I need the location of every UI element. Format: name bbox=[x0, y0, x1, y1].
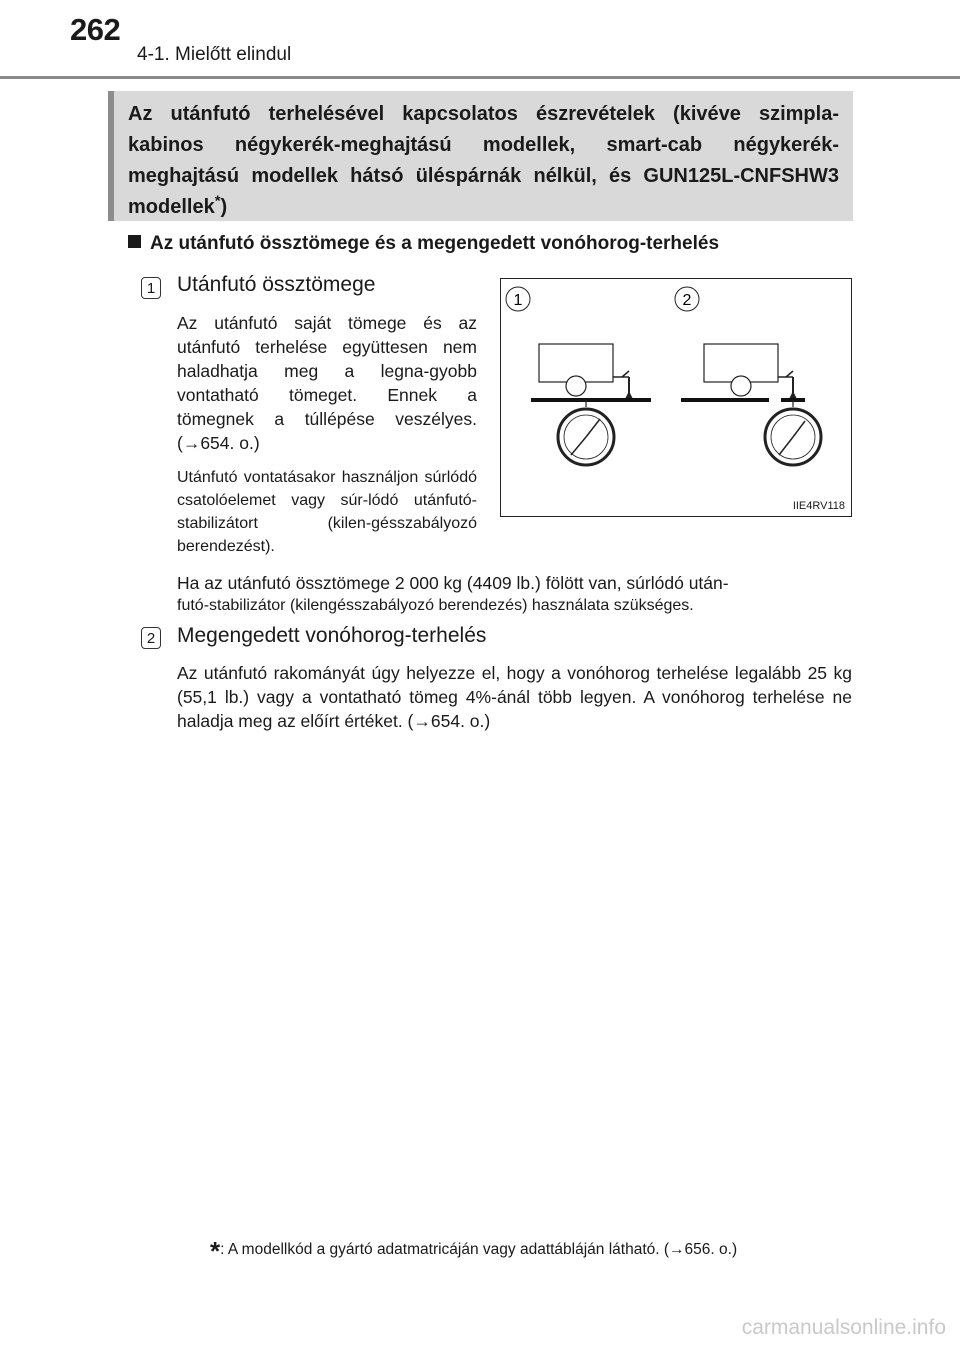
section-heading bbox=[128, 233, 719, 255]
section-heading-text: Az utánfutó össztömege és a megengedett vonóhorog-terhelés bbox=[150, 233, 720, 254]
page-number: 262 bbox=[70, 12, 121, 47]
item1-paragraph: Az utánfutó saját tömege és az utánfutó terhelése együttesen nem haladhatja meg a legna-gyobb vontatható tömeget. Ennek a tömegnek a túllépése veszélyes. (→654. o.) bbox=[177, 313, 477, 453]
footnote-text: : A modellkód a gyártó adatmatricáján vagy adattábláján látható. (→656. o.) bbox=[220, 1241, 738, 1258]
figure-label-2-text: 2 bbox=[682, 292, 692, 309]
square-bullet-icon bbox=[128, 235, 141, 248]
item2-badge: 2 bbox=[141, 627, 161, 649]
item1-extra-line2: futó-stabilizátor (kilengésszabályozó berendezés) használata szükséges. bbox=[177, 597, 694, 614]
title-box bbox=[108, 91, 853, 221]
footnote-asterisk: * bbox=[210, 1236, 221, 1266]
title-main: Az utánfutó terhelésével kapcsolatos észrevételek (kivéve szimpla-kabinos négykerék-meghajtású modellek, smart-cab négykerék-meghajtású modellek hátsó üléspárnák nélkül, és GUN125L-CNFSHW3 modellek bbox=[128, 103, 839, 218]
figure-code: IIE4RV118 bbox=[792, 500, 845, 512]
chapter-title: 4-1. Mielőtt elindul bbox=[137, 44, 292, 65]
item1-badge: 1 bbox=[141, 277, 161, 299]
item1-extra-line1: Ha az utánfutó össztömege 2 000 kg (4409 lb.) fölött van, súrlódó után- bbox=[177, 573, 729, 593]
figure-label-2 bbox=[675, 287, 699, 311]
title-suffix: ) bbox=[220, 196, 228, 218]
trailer-load-figure bbox=[500, 278, 852, 517]
title-asterisk: * bbox=[214, 192, 221, 210]
item2-paragraph: Az utánfutó rakományát úgy helyezze el, hogy a vonóhorog terhelése legalább 25 kg (55,1 lb.) vagy a vontatható tömeg 4%-ánál több legyen. A vonóhorog terhelése ne haladja meg az előírt értéket. (→654. o.) bbox=[177, 663, 852, 731]
item1-note: Utánfutó vontatásakor használjon súrlódó csatolóelemet vagy súr-lódó utánfutó-stabilizátort (kilen-gésszabályozó berendezést). bbox=[177, 469, 477, 555]
trailer-right bbox=[681, 344, 821, 465]
item1-title: Utánfutó össztömege bbox=[177, 273, 376, 296]
figure-label-1-text: 1 bbox=[513, 292, 523, 309]
footnote bbox=[210, 1236, 737, 1267]
trailer-left bbox=[531, 344, 651, 465]
header-rule bbox=[0, 76, 960, 79]
figure-label-1 bbox=[506, 287, 530, 311]
trailer-scale-diagram bbox=[501, 279, 851, 516]
item2-title: Megengedett vonóhorog-terhelés bbox=[177, 624, 487, 647]
title-text bbox=[128, 99, 839, 223]
watermark: carmanualsonline.info bbox=[741, 1316, 946, 1339]
